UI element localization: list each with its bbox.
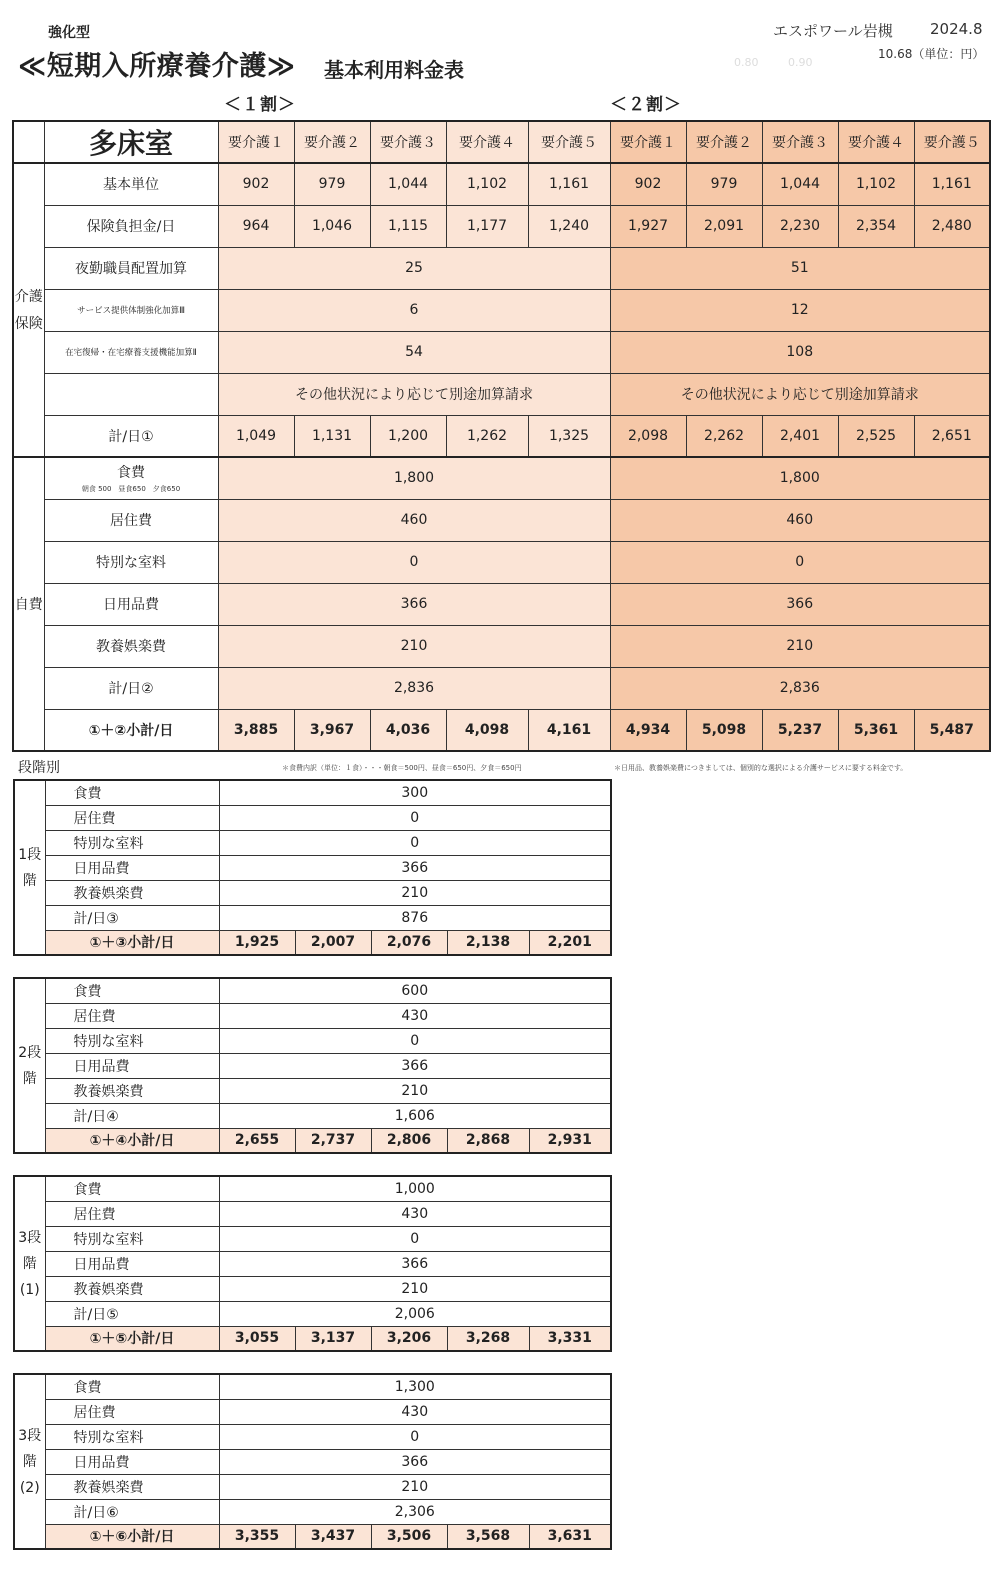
daily-goods-g1: 366 [218, 583, 610, 625]
stage-value: 430 [219, 1003, 611, 1028]
stage-value: 0 [219, 1226, 611, 1251]
stage-subtotal-label: 計/日④ [45, 1103, 219, 1128]
subtotal2-label: 計/日② [44, 667, 218, 709]
cell: 1,102 [838, 163, 914, 205]
stage-value: 366 [219, 855, 611, 880]
stage-row-label: 食費 [45, 978, 219, 1003]
stage-total-label: ①＋⑥小計/日 [45, 1524, 219, 1549]
cell: 2,525 [838, 415, 914, 457]
g1-level-5: 要介護５ [528, 121, 610, 163]
cell: 5,237 [762, 709, 838, 751]
ghost-value-1: 0.80 [734, 56, 759, 69]
residence-g2: 460 [610, 499, 990, 541]
stage-subtotal-label: 計/日⑤ [45, 1301, 219, 1326]
type-label: 強化型 [48, 25, 90, 41]
cell: 1,177 [446, 205, 528, 247]
stage-row-label: 日用品費 [45, 1053, 219, 1078]
stage-total: 3,506 [371, 1524, 447, 1549]
stage-row-label: 教養娯楽費 [45, 880, 219, 905]
stage-row-label: 教養娯楽費 [45, 1474, 219, 1499]
stage-row-label: 日用品費 [45, 855, 219, 880]
stage-row-label: 日用品費 [45, 1251, 219, 1276]
stage-table-4 [13, 1373, 612, 1550]
stage-total: 2,201 [529, 930, 611, 955]
daily-goods-label: 日用品費 [44, 583, 218, 625]
home-return-g2: 108 [610, 331, 990, 373]
stage-value: 210 [219, 1276, 611, 1301]
stage-total: 2,737 [295, 1128, 371, 1153]
g2-level-1: 要介護１ [610, 121, 686, 163]
stage-subtotal: 2,006 [219, 1301, 611, 1326]
cell: 1,049 [218, 415, 294, 457]
stage-total: 3,355 [219, 1524, 295, 1549]
stage-subtotal-label: 計/日⑥ [45, 1499, 219, 1524]
stage-total: 3,268 [447, 1326, 529, 1351]
stage-row-label: 特別な室料 [45, 830, 219, 855]
night-staff-g1: 25 [218, 247, 610, 289]
stage-row-label: 教養娯楽費 [45, 1078, 219, 1103]
meal-label-text: 食費 [117, 465, 145, 482]
stage-value: 0 [219, 1424, 611, 1449]
g1-level-1: 要介護１ [218, 121, 294, 163]
cell: 2,651 [914, 415, 990, 457]
stage-value: 210 [219, 1474, 611, 1499]
stage-value: 1,300 [219, 1374, 611, 1399]
stage-total-label: ①＋③小計/日 [45, 930, 219, 955]
subtotal2-g1: 2,836 [218, 667, 610, 709]
page-title: ≪短期入所療養介護≫ [18, 51, 296, 82]
cell: 979 [294, 163, 370, 205]
cell: 5,098 [686, 709, 762, 751]
cell: 1,102 [446, 163, 528, 205]
stage-total-label: ①＋⑤小計/日 [45, 1326, 219, 1351]
subtotal2-g2: 2,836 [610, 667, 990, 709]
home-return-g1: 54 [218, 331, 610, 373]
stage-total: 3,137 [295, 1326, 371, 1351]
stage-total: 3,331 [529, 1326, 611, 1351]
recreation-g2: 210 [610, 625, 990, 667]
stage-value: 1,000 [219, 1176, 611, 1201]
g1-level-2: 要介護２ [294, 121, 370, 163]
stage-value: 600 [219, 978, 611, 1003]
goods-note: ＊日用品、教養娯楽費につきましては、個別的な選択による介護サービスに要する料金です。 [614, 764, 908, 772]
stage-total: 3,631 [529, 1524, 611, 1549]
stage-heading: 段階別 [18, 760, 60, 776]
cell: 902 [610, 163, 686, 205]
room-type: 多床室 [44, 121, 218, 163]
stage-name: 3段階(2) [14, 1374, 45, 1549]
cell: 1,927 [610, 205, 686, 247]
stage-row-label: 居住費 [45, 805, 219, 830]
stage-value: 366 [219, 1449, 611, 1474]
facility-name: エスポワール岩槻 [773, 22, 893, 40]
cell: 1,046 [294, 205, 370, 247]
cell: 1,325 [528, 415, 610, 457]
special-room-g1: 0 [218, 541, 610, 583]
stage-total: 1,925 [219, 930, 295, 955]
stage-row-label: 特別な室料 [45, 1028, 219, 1053]
recreation-g1: 210 [218, 625, 610, 667]
cell: 2,480 [914, 205, 990, 247]
subtotal1-label: 計/日① [44, 415, 218, 457]
cell: 979 [686, 163, 762, 205]
stage-value: 366 [219, 1053, 611, 1078]
cell: 1,262 [446, 415, 528, 457]
other-note-g1: その他状況により応じて別途加算請求 [218, 373, 610, 415]
page-subtitle: 基本利用料金表 [324, 58, 464, 82]
stage-row-label: 特別な室料 [45, 1424, 219, 1449]
daily-goods-g2: 366 [610, 583, 990, 625]
cell: 2,401 [762, 415, 838, 457]
cell: 2,098 [610, 415, 686, 457]
stage-total: 2,076 [371, 930, 447, 955]
stage-name: 2段階 [14, 978, 45, 1153]
stage-table-3 [13, 1175, 612, 1352]
stage-row-label: 居住費 [45, 1201, 219, 1226]
stage-table-2 [13, 977, 612, 1154]
corner-blank [13, 121, 44, 163]
stage-value: 0 [219, 805, 611, 830]
g2-level-4: 要介護４ [838, 121, 914, 163]
meal-g2: 1,800 [610, 457, 990, 499]
g2-level-2: 要介護２ [686, 121, 762, 163]
stage-value: 0 [219, 1028, 611, 1053]
service-system-g1: 6 [218, 289, 610, 331]
g2-level-3: 要介護３ [762, 121, 838, 163]
group2-heading: ＜２割＞ [610, 95, 682, 115]
stage-total: 3,206 [371, 1326, 447, 1351]
cell: 1,161 [528, 163, 610, 205]
cell: 5,361 [838, 709, 914, 751]
cell: 1,131 [294, 415, 370, 457]
cell: 1,044 [370, 163, 446, 205]
cell: 1,115 [370, 205, 446, 247]
special-room-label: 特別な室料 [44, 541, 218, 583]
stage-total: 2,655 [219, 1128, 295, 1153]
stage-subtotal-label: 計/日③ [45, 905, 219, 930]
stage-table-1 [13, 779, 612, 956]
insurance-section-label: 介護保険 [13, 163, 44, 457]
cell: 3,885 [218, 709, 294, 751]
stage-row-label: 日用品費 [45, 1449, 219, 1474]
meal-note: ＊食費内訳（単位：１食）・・・朝食＝500円、昼食＝650円、夕食＝650円 [282, 764, 522, 772]
cell: 4,934 [610, 709, 686, 751]
stage-total: 3,055 [219, 1326, 295, 1351]
stage-total: 3,568 [447, 1524, 529, 1549]
stage-row-label: 食費 [45, 780, 219, 805]
stage-total: 2,806 [371, 1128, 447, 1153]
home-return-label: 在宅復帰・在宅療養支援機能加算Ⅱ [44, 331, 218, 373]
meal-g1: 1,800 [218, 457, 610, 499]
stage-subtotal: 1,606 [219, 1103, 611, 1128]
ghost-value-2: 0.90 [788, 56, 813, 69]
stage-total: 3,437 [295, 1524, 371, 1549]
stage-value: 430 [219, 1201, 611, 1226]
cell: 1,161 [914, 163, 990, 205]
cell: 1,200 [370, 415, 446, 457]
recreation-label: 教養娯楽費 [44, 625, 218, 667]
cell: 2,091 [686, 205, 762, 247]
stage-value: 210 [219, 1078, 611, 1103]
stage-value: 210 [219, 880, 611, 905]
night-staff-g2: 51 [610, 247, 990, 289]
g2-level-5: 要介護５ [914, 121, 990, 163]
g1-level-4: 要介護４ [446, 121, 528, 163]
stage-row-label: 食費 [45, 1374, 219, 1399]
stage-value: 366 [219, 1251, 611, 1276]
cell: 1,240 [528, 205, 610, 247]
residence-g1: 460 [218, 499, 610, 541]
stage-name: 3段階(1) [14, 1176, 45, 1351]
special-room-g2: 0 [610, 541, 990, 583]
grand-total-label: ①＋②小計/日 [44, 709, 218, 751]
cell: 3,967 [294, 709, 370, 751]
cell: 5,487 [914, 709, 990, 751]
stage-total-label: ①＋④小計/日 [45, 1128, 219, 1153]
meal-label [44, 457, 218, 499]
stage-row-label: 教養娯楽費 [45, 1276, 219, 1301]
unit-note: 10.68（単位：円） [878, 47, 985, 61]
cell: 964 [218, 205, 294, 247]
service-system-label: サービス提供体制強化加算Ⅲ [44, 289, 218, 331]
group1-heading: ＜１割＞ [224, 95, 296, 115]
stage-name: 1段階 [14, 780, 45, 955]
cell: 902 [218, 163, 294, 205]
cell: 1,044 [762, 163, 838, 205]
stage-row-label: 特別な室料 [45, 1226, 219, 1251]
stage-value: 430 [219, 1399, 611, 1424]
stage-row-label: 居住費 [45, 1003, 219, 1028]
stage-total: 2,931 [529, 1128, 611, 1153]
insurance-per-day-label: 保険負担金/日 [44, 205, 218, 247]
stage-total: 2,138 [447, 930, 529, 955]
meal-breakdown: 朝食 500 昼食650 夕食650 [81, 485, 181, 494]
service-system-g2: 12 [610, 289, 990, 331]
self-section-label: 自費 [13, 457, 44, 751]
residence-label: 居住費 [44, 499, 218, 541]
night-staff-label: 夜勤職員配置加算 [44, 247, 218, 289]
stage-total: 2,868 [447, 1128, 529, 1153]
other-blank [44, 373, 218, 415]
stage-value: 300 [219, 780, 611, 805]
stage-row-label: 居住費 [45, 1399, 219, 1424]
cell: 4,098 [446, 709, 528, 751]
revision-date: 2024.8 [930, 20, 983, 38]
stage-value: 0 [219, 830, 611, 855]
cell: 2,262 [686, 415, 762, 457]
other-note-g2: その他状況により応じて別途加算請求 [610, 373, 990, 415]
fee-table [12, 120, 991, 752]
stage-total: 2,007 [295, 930, 371, 955]
cell: 2,354 [838, 205, 914, 247]
cell: 4,161 [528, 709, 610, 751]
stage-row-label: 食費 [45, 1176, 219, 1201]
stage-subtotal: 876 [219, 905, 611, 930]
base-units-label: 基本単位 [44, 163, 218, 205]
cell: 4,036 [370, 709, 446, 751]
cell: 2,230 [762, 205, 838, 247]
g1-level-3: 要介護３ [370, 121, 446, 163]
stage-subtotal: 2,306 [219, 1499, 611, 1524]
